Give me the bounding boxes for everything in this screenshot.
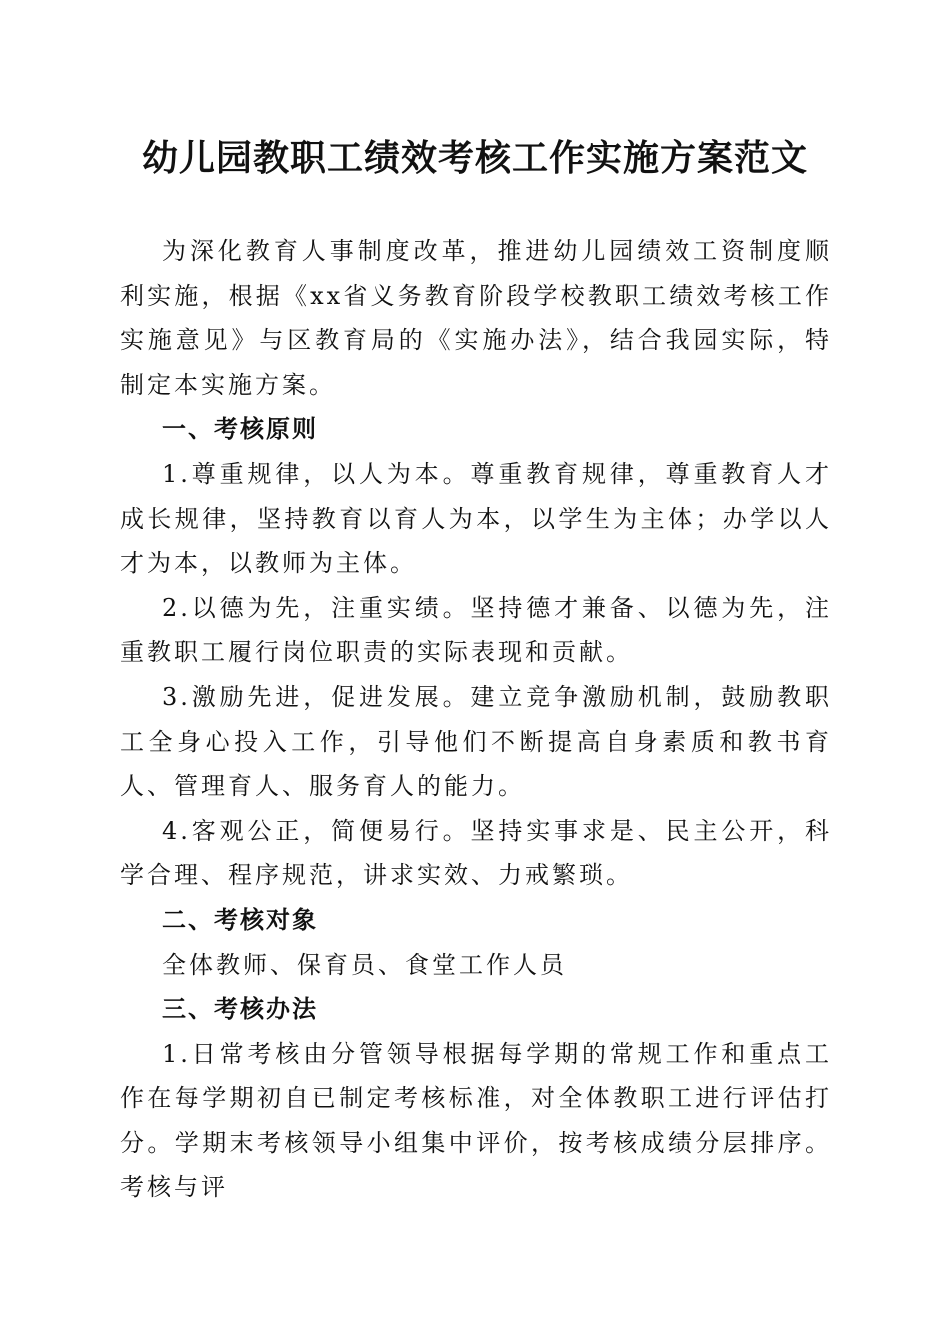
section-heading-principles: 一、考核原则 (162, 415, 318, 444)
document-body (120, 229, 832, 1210)
targets-paragraph: 全体教师、保育员、食堂工作人员 (162, 950, 567, 979)
document-title: 幼儿园教职工绩效考核工作实施方案范文 (141, 137, 808, 179)
method-item-1: 1.日常考核由分管领导根据每学期的常规工作和重点工作在每学期初自已制定考核标准，对全体教职工进行评估打分。学期末考核领导小组集中评价，按考核成绩分层排序。考核与评 (120, 1039, 832, 1202)
section-heading-methods: 三、考核办法 (162, 995, 318, 1024)
principle-item-4: 4.客观公正，简便易行。坚持实事求是、民主公开，科学合理、程序规范，讲求实效、力戒繁琐。 (120, 816, 832, 890)
section-heading-targets: 二、考核对象 (162, 905, 318, 934)
principle-item-2: 2.以德为先，注重实绩。坚持德才兼备、以德为先，注重教职工履行岗位职责的实际表现和贡献。 (120, 593, 832, 667)
principle-item-3: 3.激励先进，促进发展。建立竞争激励机制，鼓励教职工全身心投入工作，引导他们不断提高自身素质和教书育人、管理育人、服务育人的能力。 (120, 682, 832, 801)
principle-item-1: 1.尊重规律，以人为本。尊重教育规律，尊重教育人才成长规律，坚持教育以育人为本，以学生为主体；办学以人才为本，以教师为主体。 (120, 459, 832, 578)
intro-paragraph: 为深化教育人事制度改革，推进幼儿园绩效工资制度顺利实施，根据《xx省义务教育阶段学校教职工绩效考核工作实施意见》与区教育局的《实施办法》，结合我园实际，特制定本实施方案。 (120, 237, 832, 399)
